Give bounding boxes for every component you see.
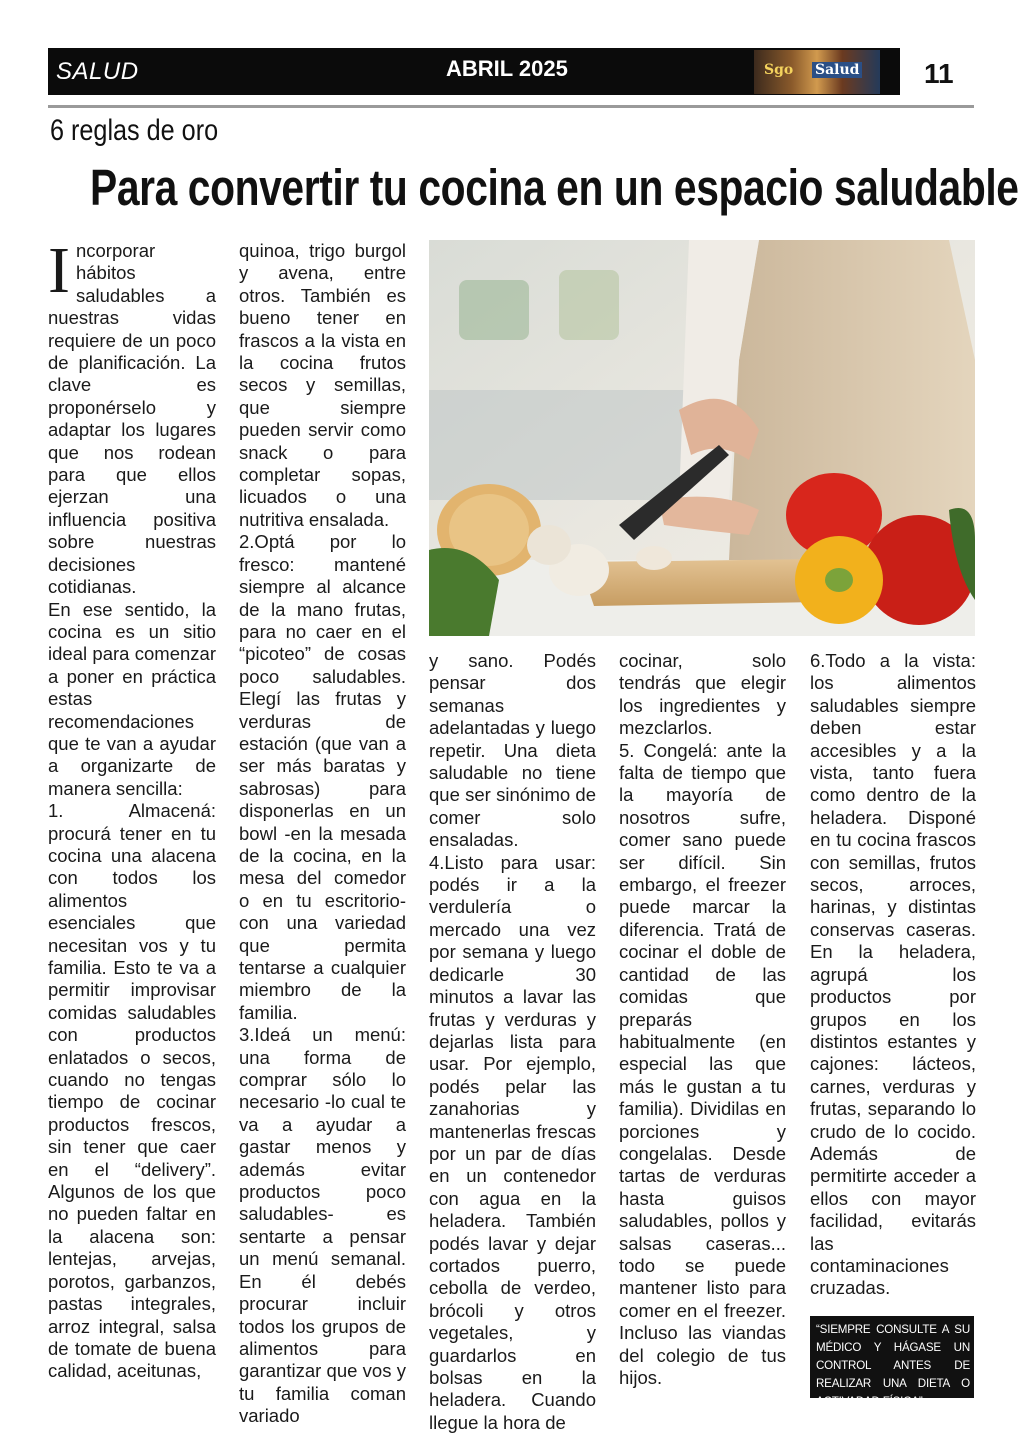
- issue-date: ABRIL 2025: [446, 56, 568, 81]
- article-column-5: [810, 650, 976, 1300]
- article-column-4: [619, 650, 786, 1389]
- page-number: 11: [924, 58, 954, 89]
- article-headline: Para convertir tu cocina en un espacio saludable: [90, 159, 1019, 216]
- section-label: SALUD: [56, 58, 139, 85]
- paragraph: 1. Almacená: procurá tener en tu cocina una alacena con todos los alimentos esenciales que necesitan vos y tu familia. Esto te va a permitir improvisar comidas saludables con productos enlatados o secos, cuando no tengas tiempo de cocinar productos frescos, sin tener que caer en el “delivery”. Algunos de los que no pueden faltar en la alacena son: lentejas, arvejas, porotos, garbanzos, pastas integrales, arroz integral, salsa de tomate de buena calidad, aceitunas,: [48, 800, 216, 1382]
- article-column-1: [48, 234, 216, 1383]
- logo-text-left: Sgo: [764, 62, 794, 78]
- paragraph: 3.Ideá un menú: una forma de comprar sólo lo necesario -lo cual te va a ayudar a gastar menos y además evitar productos poco saludables- es sentarte a pensar un menú semanal. En él debés procurar incluir todos los grupos de alimentos para garantizar que vos y tu familia coman variado: [239, 1024, 406, 1427]
- paragraph: 6.Todo a la vista: los alimentos saludables siempre deben estar accesibles y a la vista, tanto fuera como dentro de la heladera. Disponé en tu cocina frascos con semillas, frutos secos, arroces, harinas, y distintas conservas caseras. En la heladera, agrupá los productos por grupos en los distintos estantes y cajones: lácteos, carnes, verduras y frutas, separando lo crudo de lo cocido. Además de permitirte acceder a ellos con mayor facilidad, evitarás las contaminaciones cruzadas.: [810, 650, 976, 1299]
- article-column-3: [429, 650, 596, 1434]
- header-divider: [48, 105, 974, 108]
- paragraph: En ese sentido, la cocina es un sitio ideal para comenzar a poner en práctica estas recomendaciones que te van a ayudar a organizarte de manera sencilla:: [48, 598, 216, 799]
- drop-cap: I: [48, 234, 70, 307]
- paragraph: quinoa, trigo burgol y avena, entre otros. También es bueno tener en frascos a la vista en la cocina frutos secos y semillas, que siempre pueden servir como snack o para completar sopas, licuados o una nutritiva ensalada.: [239, 240, 406, 530]
- kitchen-photo: [429, 240, 975, 636]
- article-kicker: 6 reglas de oro: [50, 114, 219, 147]
- callout-text: “SIEMPRE CONSULTE A SU MÉDICO Y HÁGASE UN CONTROL ANTES DE REALIZAR UNA DIETA O ACTIVADAD FÍSICA”: [816, 1323, 970, 1408]
- paragraph: ncorporar hábitos saludables a nuestras vidas requiere de un poco de planificación. La clave es proponérselo y adaptar los lugares que nos rodean para que ellos ejerzan una influencia positiva sobre nuestras decisiones cotidianas.: [48, 240, 216, 598]
- logo-text-right: Salud: [812, 62, 862, 78]
- paragraph: 5. Congelá: ante la falta de tiempo que la mayoría de nosotros sufre, comer sano puede ser difícil. Sin embargo, el freezer puede marcar la diferencia. Tratá de cocinar el doble de cantidad de las comidas que preparás habitualmente (en especial las que más le gustan a tu familia). Dividilas en porciones y congelalas. Desde tartas de verduras hasta guisos saludables, pollos y salsas caseras... todo se puede mantener listo para comer en el freezer. Incluso las viandas del colegio de tus hijos.: [619, 739, 786, 1388]
- paragraph: cocinar, solo tendrás que elegir los ingredientes y mezclarlos.: [619, 650, 786, 739]
- publication-logo: [754, 50, 880, 94]
- article-column-2: [239, 240, 406, 1428]
- paragraph: 2.Optá por lo fresco: mantené siempre al alcance de la mano frutas, para no caer en el “picoteo” de cosas poco saludables. Elegí las frutas y verduras de estación (que van a ser más baratas y sabrosas) para disponerlas en un bowl -en la mesada de la cocina, en la mesa del comedor o en tu escritorio- con una variedad que permita tentarse a cualquier miembro de la familia.: [239, 531, 406, 1023]
- paragraph: 4.Listo para usar: podés ir a la verdulería o mercado una vez por semana y luego dedicarle 30 minutos a lavar las frutas y verduras y dejarlas lista para usar. Por ejemplo, podés pelar las zanahorias y mantenerlas frescas por un par de días en un contenedor con agua en la heladera. También podés lavar y dejar cortados puerro, cebolla de verdeo, brócoli y otros vegetales, y guardarlos en bolsas en la heladera. Cuando llegue la hora de: [429, 851, 596, 1433]
- paragraph: y sano. Podés pensar dos semanas adelantadas y luego repetir. Una dieta saludable no tiene que ser sinónimo de comer solo ensaladas.: [429, 650, 596, 851]
